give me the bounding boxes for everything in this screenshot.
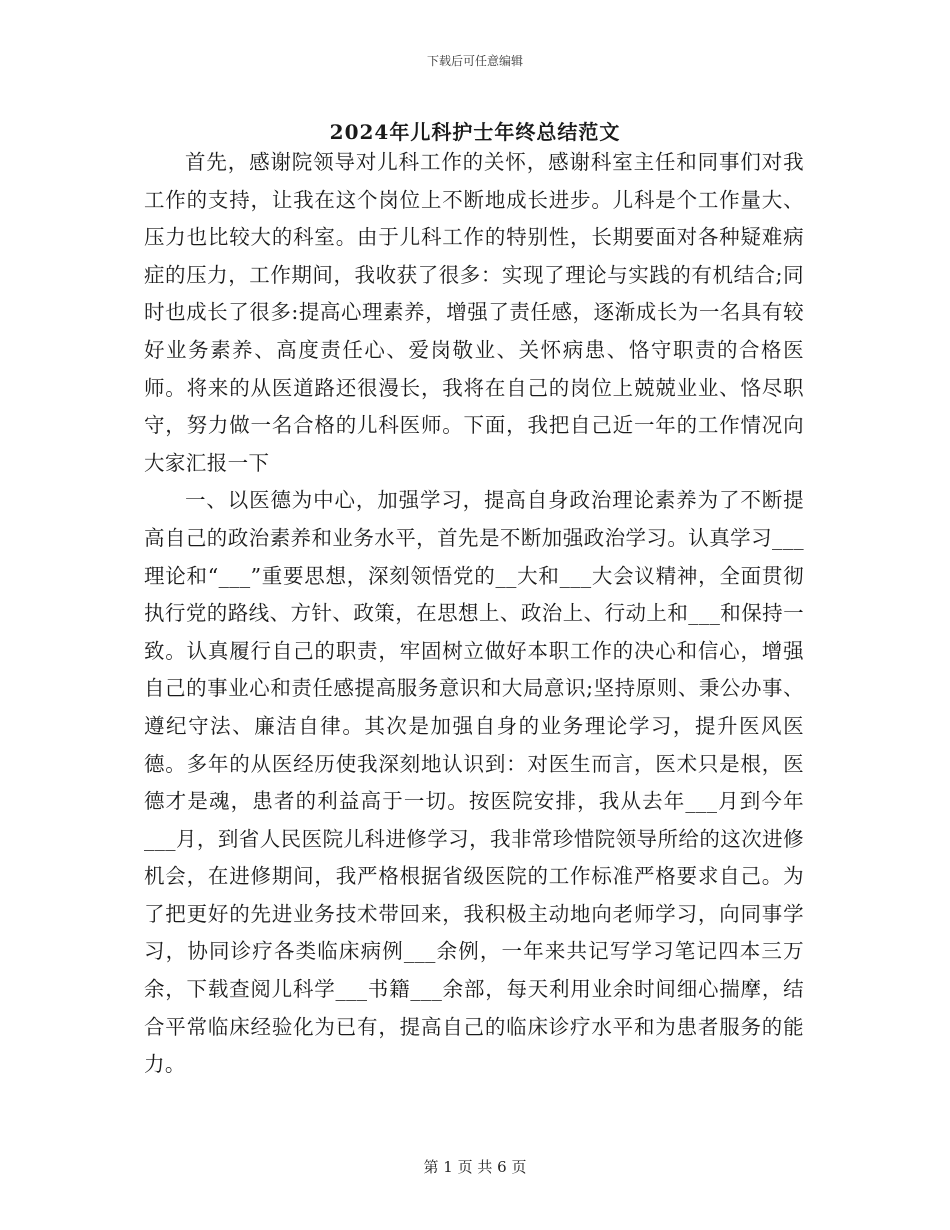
paragraph-intro: 首先，感谢院领导对儿科工作的关怀，感谢科室主任和同事们对我工作的支持，让我在这个岗位上不断地成长进步。儿科是个工作量大、压力也比较大的科室。由于儿科工作的特别性，长期要面对各种疑难病症的压力，工作期间，我收获了很多：实现了理论与实践的有机结合;同时也成长了很多:提高心理素养，增强了责任感，逐渐成长为一名具有较好业务素养、高度责任心、爱岗敬业、关怀病患、恪守职责的合格医师。将来的从医道路还很漫长，我将在自己的岗位上兢兢业业、恪尽职守，努力做一名合格的儿科医师。下面，我把自己近一年的工作情况向大家汇报一下 bbox=[144, 150, 804, 475]
page-header-note: 下载后可任意编辑 bbox=[426, 54, 523, 68]
paragraph-section-1: 一、以医德为中心，加强学习，提高自身政治理论素养为了不断提高自己的政治素养和业务水平，首先是不断加强政治学习。认真学习___理论和“___”重要思想，深刻领悟党的__大和___大会议精神，全面贯彻执行党的路线、方针、政策，在思想上、政治上、行动上和___和保持一致。认真履行自己的职责，牢固树立做好本职工作的决心和信心，增强自己的事业心和责任感提高服务意识和大局意识;坚持原则、秉公办事、遵纪守法、廉洁自律。其次是加强自身的业务理论学习，提升医风医德。多年的从医经历使我深刻地认识到：对医生而言，医术只是根，医德才是魂，患者的利益高于一切。按医院安排，我从去年___月到今年___月，到省人民医院儿科进修学习，我非常珍惜院领导所给的这次进修机会，在进修期间，我严格根据省级医院的工作标准严格要求自己。为了把更好的先进业务技术带回来，我积极主动地向老师学习，向同事学习，协同诊疗各类临床病例___余例，一年来共记写学习笔记四本三万余，下载查阅儿科学___书籍___余部，每天利用业余时间细心揣摩，结合平常临床经验化为已有，提高自己的临床诊疗水平和为患者服务的能力。 bbox=[144, 488, 804, 1077]
page-footer-page-number: 第 1 页 共 6 页 bbox=[423, 1158, 527, 1176]
document-body bbox=[144, 144, 804, 1084]
document-title: 2024年儿科护士年终总结范文 bbox=[329, 120, 621, 144]
